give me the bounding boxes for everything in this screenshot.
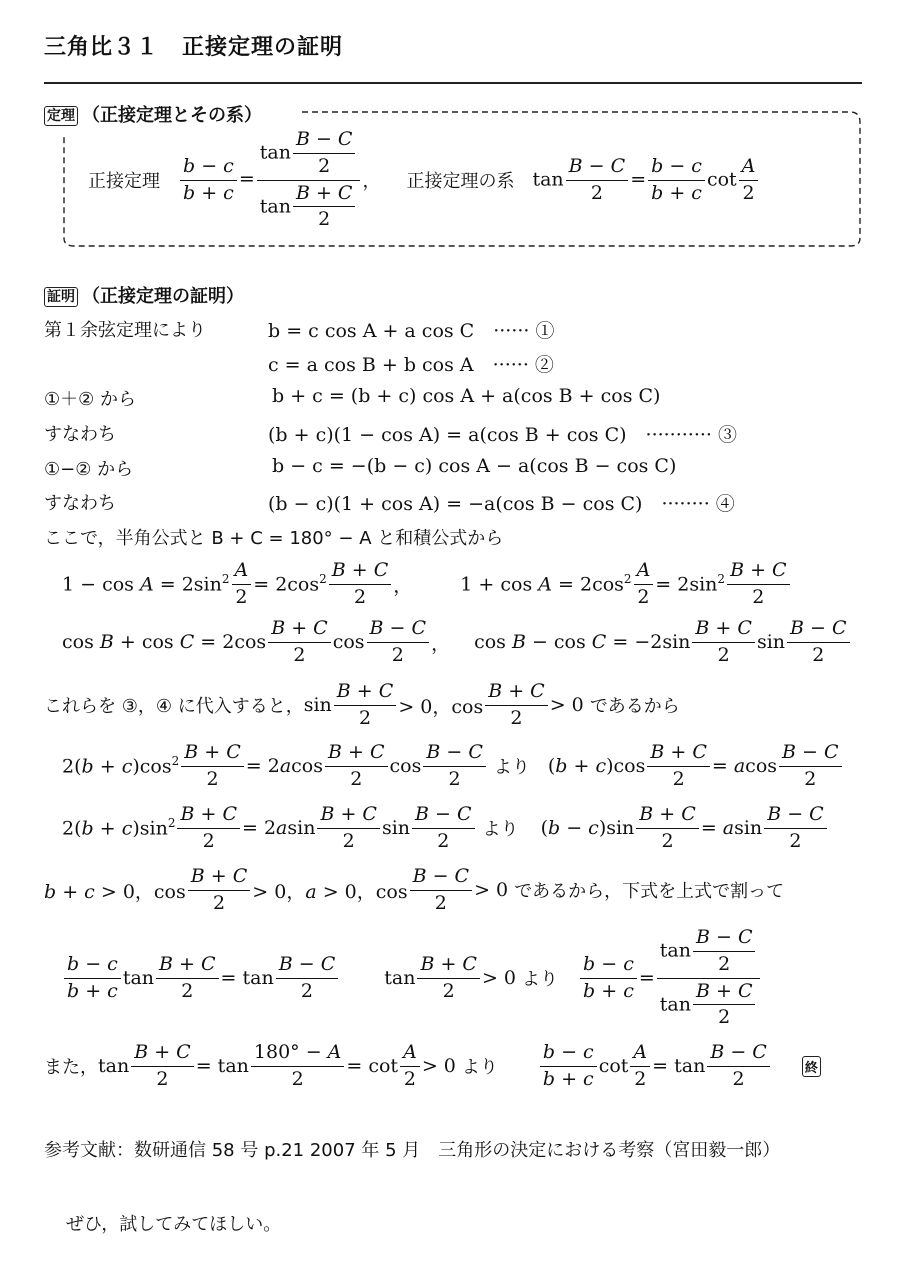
theorem-label-main: 正接定理: [88, 171, 160, 192]
proof-line-5-label: ①−② から: [44, 459, 134, 480]
yori-4: より: [461, 1057, 498, 1078]
title-rule: [44, 82, 862, 84]
half-angle-formula-row-1: $1 - \cos A = 2\sin^2$ $\frac{A}{2}$ = $2\cos^2$ B + C 2 ， $1 + \cos A = 2\cos^2$ $\frac{A}{2}$ = $2\sin^2$ B + C 2: [62, 558, 792, 610]
theorem-comma: ，: [362, 171, 381, 192]
sum-to-product-row: cos B + cos C = 2cos B + C 2 cos B − C 2 ， cos B − cos C = −2sin B + C 2 sin B − C 2: [62, 616, 852, 668]
proof-line-4-math: (b + c)(1 − cos A) = a(cos B + cos C) ··········· ③: [268, 424, 737, 446]
theorem-tag: 定理: [44, 106, 78, 126]
proof-line-4-label: すなわち: [44, 424, 116, 445]
theorem-label-corollary: 正接定理の系: [406, 171, 515, 192]
yori-1: より: [493, 757, 530, 778]
substituted-eq-1: $2(b + c)\cos^2$ $\frac{B + C}{2}$ = 2acos B + C 2 cos B − C 2 より (b + c)cos $\frac{B + C}{2}$ = acos B − C 2: [62, 740, 844, 792]
final-line: また， tan $\frac{B + C}{2}$ = tan $\frac{180^\circ - A}{2}$ = cot A 2 > 0 より b − c b + c cot $\frac{A}{2}$ = tan B − C 2 終: [44, 1040, 821, 1092]
proof-line-6-math: (b − c)(1 + cos A) = −a(cos B − cos C) ········ ④: [268, 493, 735, 515]
yori-3: より: [522, 969, 559, 990]
substitution-text-b: であるから: [589, 696, 680, 717]
proof-line-2-math: c = a cos B + b cos A ······ ②: [268, 354, 554, 376]
theorem-content: [88, 127, 760, 231]
proof-line-1-label: 第１余弦定理により: [44, 320, 206, 341]
division-result-row: b − c b + c tan $\frac{B + C}{2}$ = tan B − C 2 tan B + C 2 > 0 より $\frac{b - c}{b + c}$ = tan $\frac{B - C}{2}$ tan $\frac{B + C}{2}$: [62, 926, 762, 1030]
tangent-theorem-formula: $\frac{b - c}{b + c}$ = tan $\frac{B - C}{2}$ tan $\frac{B + C}{2}$: [178, 129, 362, 231]
proof-line-1-math: b = c cos A + a cos C ······ ①: [268, 320, 555, 342]
yori-2: より: [482, 819, 519, 840]
corollary-formula: tan $\frac{B - C}{2}$ = $\frac{b - c}{b + c}$ cot $\frac{A}{2}$: [532, 156, 760, 205]
proof-header: [44, 282, 244, 308]
page-title: 三角比３１ 正接定理の証明: [44, 35, 344, 60]
substitution-sentence: これらを ③，④ に代入すると， sin B + C 2 > 0，cos B + C 2 > 0 であるから: [44, 679, 680, 729]
proof-line-3-math: b + c = (b + c) cos A + a(cos B + cos C): [272, 385, 661, 407]
end-mark: 終: [802, 1056, 821, 1077]
reference: 参考文献：数研通信 58 号 p.21 2007 年 5 月 三角形の決定における考察（宮田毅一郎）: [44, 1140, 781, 1161]
positivity-sentence: b + c > 0，cos B + C 2 > 0，a > 0，cos B − C 2 > 0 であるから，下式を上式で割って: [44, 864, 785, 914]
proof-line-6-label: すなわち: [44, 493, 116, 514]
proof-tag: 証明: [44, 287, 78, 307]
proof-line-3-label: ①＋② から: [44, 389, 136, 410]
substitution-text-a: これらを ③，④ に代入すると，: [44, 696, 304, 717]
substituted-eq-2: $2(b + c)\sin^2$ $\frac{B + C}{2}$ = 2asin B + C 2 sin B − C 2 より (b − c)sin $\frac{B + C}{2}$ = asin B − C 2: [62, 802, 829, 854]
mata-text: また，: [44, 1057, 98, 1078]
proof-heading: （正接定理の証明）: [82, 286, 244, 307]
proof-line-5-math: b − c = −(b − c) cos A − a(cos B − cos C): [272, 455, 677, 477]
half-angle-intro: ここで，半角公式と B + C = 180° − A と和積公式から: [44, 528, 504, 549]
closing-text: ぜひ，試してみてほしい。: [66, 1214, 282, 1235]
theorem-heading: （正接定理とその系）: [82, 105, 262, 126]
division-text: であるから，下式を上式で割って: [514, 881, 785, 902]
